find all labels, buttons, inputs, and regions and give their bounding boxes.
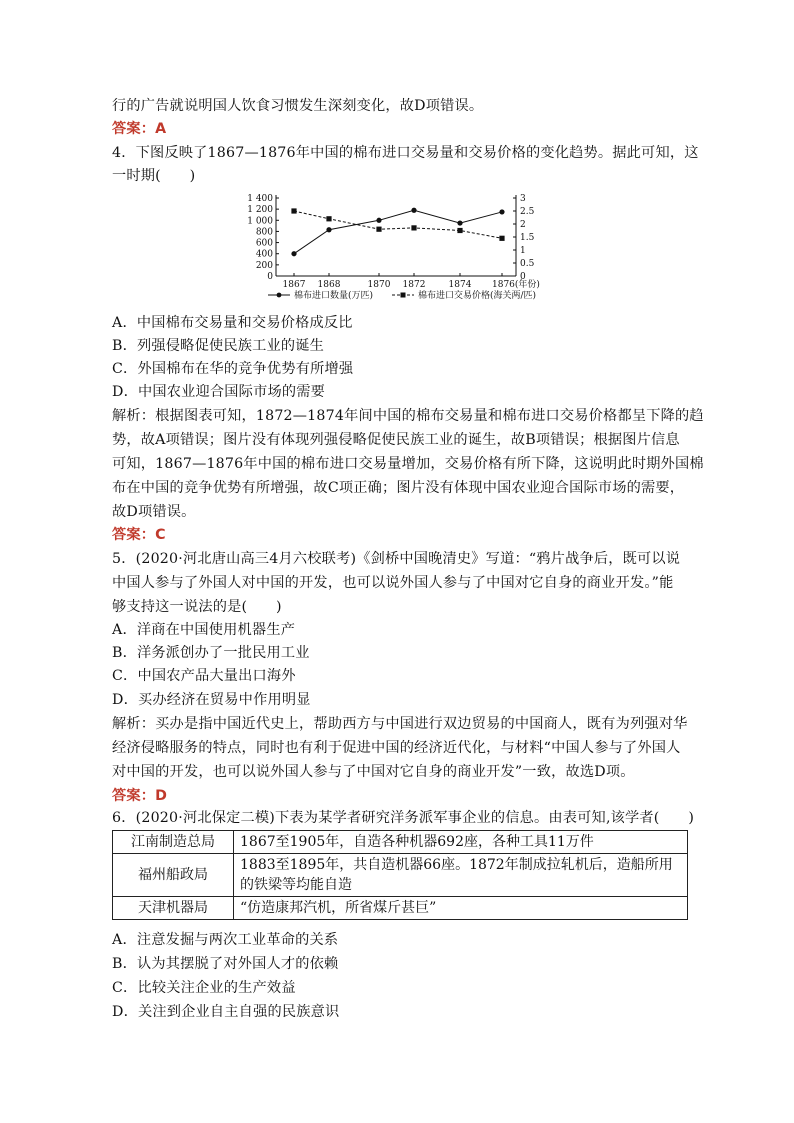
series-price-point	[499, 236, 504, 241]
text-line: 中国人参与了外国人对中国的开发，也可以说外国人参与了中国对它自身的商业开发。”能	[112, 575, 674, 591]
text-line: 布在中国的竞争优势有所增强，故C项正确；图片没有体现中国农业迎合国际市场的需要，	[112, 480, 685, 496]
right-tick-label: 0.5	[520, 259, 535, 269]
text-line: 行的广告就说明国人饮食习惯发生深刻变化，故D项错误。	[112, 98, 484, 114]
x-tick-label: 1868	[317, 280, 341, 290]
series-quantity-point	[499, 209, 504, 214]
series-price-point	[326, 216, 331, 221]
text-line: C．中国农产品大量出口海外	[112, 668, 296, 684]
text-line: 4．下图反映了1867—1876年中国的棉布进口交易量和交易价格的变化趋势。据此可知，这	[112, 145, 699, 161]
text-line: 够支持这一说法的是( )	[112, 599, 282, 615]
answer-line: 答案：D	[112, 788, 168, 804]
text-line: 经济侵略服务的特点，同时也有利于促进中国的经济近代化，与材料“中国人参与了外国人	[112, 740, 681, 756]
left-tick-label: 600	[255, 238, 273, 249]
text-line: 可知，1867—1876年中国的棉布进口交易量增加，交易价格有所下降，这说明此时期外国棉	[112, 456, 704, 472]
text-line: A．注意发掘与两次工业革命的关系	[112, 932, 339, 948]
text-line: A．中国棉布交易量和交易价格成反比	[112, 315, 353, 331]
text-line: 势，故A项错误；图片没有体现列强侵略促使民族工业的诞生，故B项错误；根据图片信息	[112, 432, 680, 448]
legend-quantity-label: 棉布进口数量(万匹)	[294, 291, 374, 301]
x-tick-label: 1876(年份)	[492, 280, 540, 290]
series-price-point	[457, 228, 462, 233]
text-line: C．比较关注企业的生产效益	[112, 980, 296, 996]
series-quantity-point	[291, 251, 296, 256]
left-tick-label: 1 000	[247, 216, 273, 227]
enterprise-name: 江南制造总局	[113, 831, 234, 854]
enterprise-table	[112, 830, 688, 920]
legend-price-marker	[401, 293, 406, 298]
answer-line: 答案：C	[112, 527, 166, 543]
text-line: D．买办经济在贸易中作用明显	[112, 692, 311, 708]
text-line: 对中国的开发，也可以说外国人参与了中国对它自身的商业开发”一致，故选D项。	[112, 764, 635, 780]
left-tick-label: 800	[255, 227, 273, 238]
table-row	[113, 854, 688, 897]
series-quantity-point	[411, 208, 416, 213]
enterprise-name: 天津机器局	[113, 897, 234, 920]
x-tick-label: 1874	[448, 280, 472, 290]
series-quantity-point	[326, 227, 331, 232]
series-quantity-point	[376, 218, 381, 223]
text-line: 一时期( )	[112, 168, 196, 184]
series-quantity-point	[457, 220, 462, 225]
legend-price-label: 棉布进口交易价格(海关两/匹)	[418, 291, 537, 301]
right-tick-label: 1	[520, 246, 526, 256]
text-line: C．外国棉布在华的竞争优势有所增强	[112, 361, 354, 377]
text-line: D．中国农业迎合国际市场的需要	[112, 384, 326, 400]
series-price-point	[376, 227, 381, 232]
enterprise-name: 福州船政局	[113, 854, 234, 897]
table-row	[113, 897, 688, 920]
series-quantity-line	[294, 210, 502, 253]
text-line: 故D项错误。	[112, 504, 196, 520]
table-row	[113, 831, 688, 854]
left-tick-label: 1 200	[247, 205, 273, 216]
series-price-point	[411, 225, 416, 230]
text-line: 5．(2020·河北唐山高三4月六校联考)《剑桥中国晚清史》写道：“鸦片战争后，既可以说	[112, 551, 681, 567]
text-line: 6．(2020·河北保定二模)下表为某学者研究洋务派军事企业的信息。由表可知,该学者( )	[112, 810, 695, 826]
right-tick-label: 0	[520, 272, 526, 282]
left-tick-label: 200	[255, 260, 273, 271]
legend-quantity-marker	[277, 293, 282, 298]
answer-line: 答案：A	[112, 121, 167, 137]
right-tick-label: 1.5	[520, 233, 535, 243]
series-price-point	[291, 208, 296, 213]
text-line: B．洋务派创办了一批民用工业	[112, 645, 310, 661]
text-line: 解析：买办是指中国近代史上，帮助西方与中国进行双边贸易的中国商人，既有为列强对华	[112, 716, 688, 732]
left-tick-label: 1 400	[247, 194, 273, 204]
x-tick-label: 1867	[282, 280, 306, 290]
right-tick-label: 3	[520, 194, 526, 204]
text-line: D．关注到企业自主自强的民族意识	[112, 1004, 340, 1020]
text-line: B．认为其摆脱了对外国人才的依赖	[112, 956, 339, 972]
x-tick-label: 1872	[402, 280, 426, 290]
enterprise-info: 1867至1905年，自造各种机器692座，各种工具11万件	[234, 831, 688, 854]
left-tick-label: 400	[255, 249, 273, 260]
right-tick-label: 2	[520, 220, 526, 230]
right-tick-label: 2.5	[520, 207, 535, 217]
text-line: B．列强侵略促使民族工业的诞生	[112, 338, 325, 354]
text-line: 解析：根据图表可知，1872—1874年间中国的棉布交易量和棉布进口交易价格都呈下降的趋	[112, 408, 704, 424]
x-tick-label: 1870	[367, 280, 391, 290]
enterprise-info: 1883至1895年，共自造机器66座。1872年制成拉轧机后，造船所用的铁梁等均能自造	[234, 854, 688, 897]
text-line: A．洋商在中国使用机器生产	[112, 622, 296, 638]
enterprise-info: “仿造康邦汽机，所省煤斤甚巨”	[234, 897, 688, 920]
cotton-import-chart	[232, 190, 562, 305]
left-tick-label: 0	[267, 272, 273, 282]
